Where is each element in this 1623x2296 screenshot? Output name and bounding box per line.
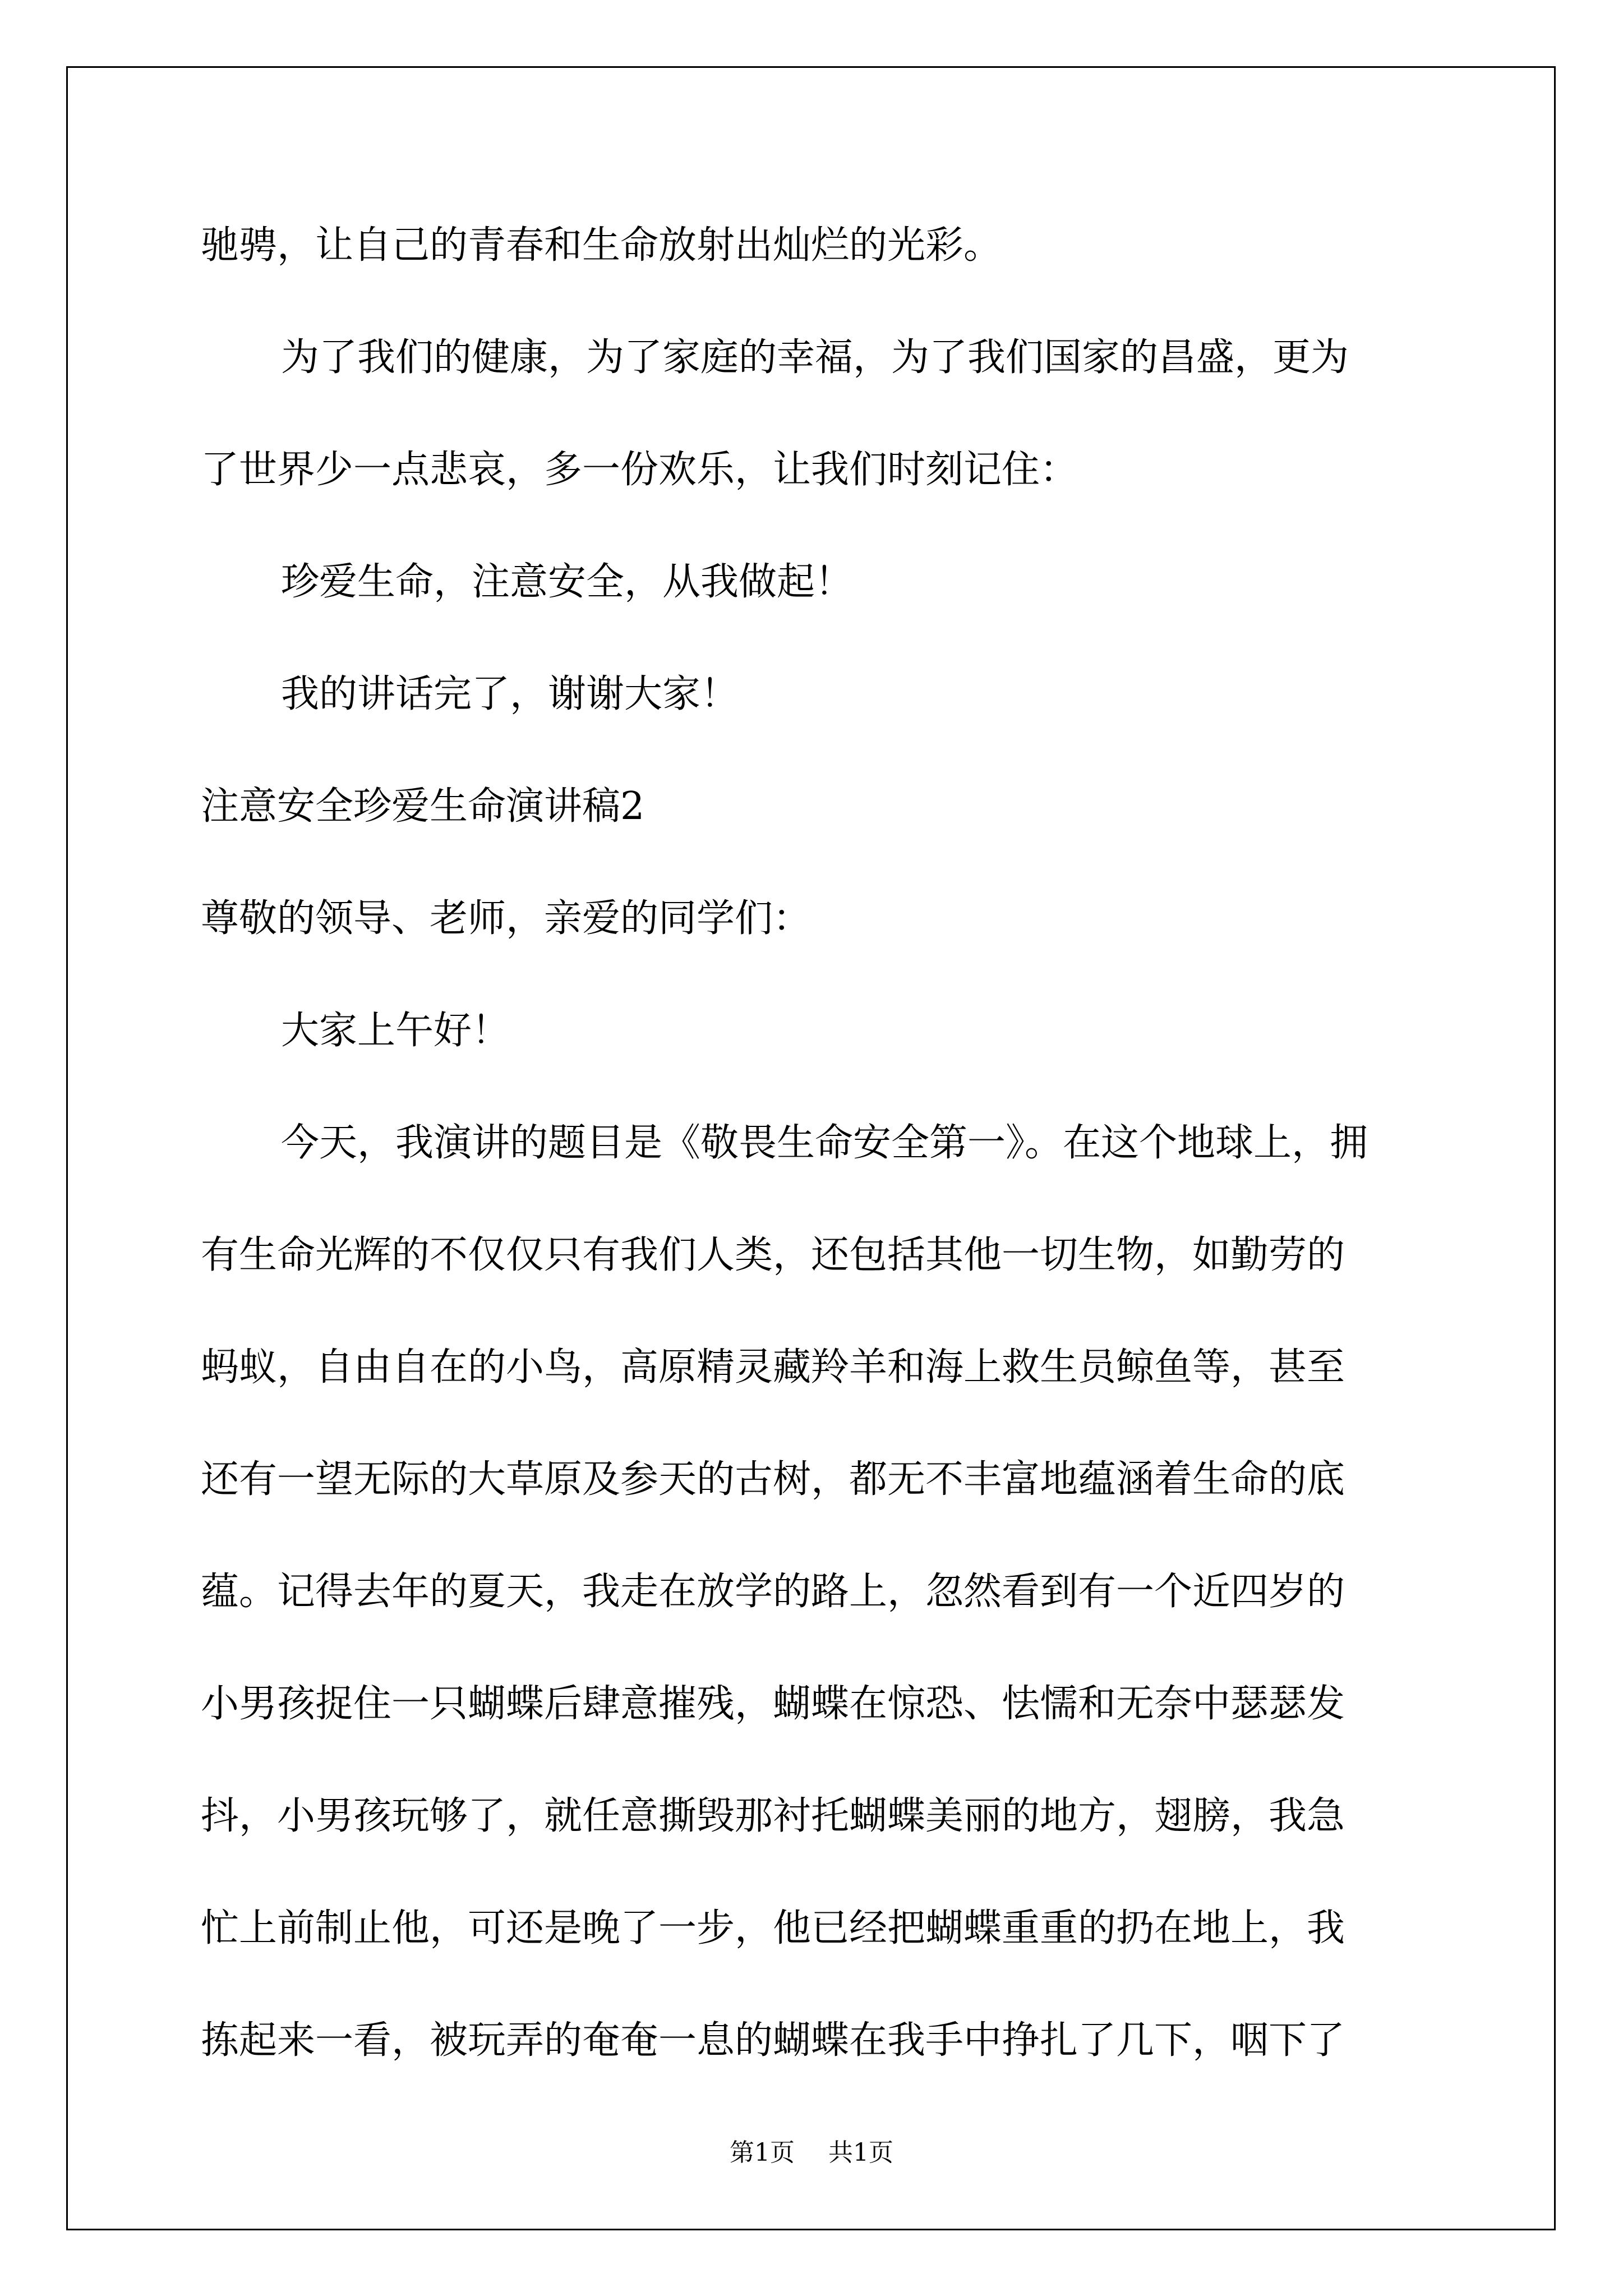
paragraph-line: 蚂蚁，自由自在的小鸟，高原精灵藏羚羊和海上救生员鲸鱼等，甚至	[201, 1345, 1345, 1389]
paragraph-line: 抖，小男孩玩够了，就任意撕毁那衬托蝴蝶美丽的地方，翅膀，我急	[201, 1794, 1345, 1838]
paragraph-line: 了世界少一点悲哀，多一份欢乐，让我们时刻记住：	[201, 448, 1078, 492]
paragraph-line: 拣起来一看，被玩弄的奄奄一息的蝴蝶在我手中挣扎了几下，咽下了	[201, 2018, 1345, 2063]
paragraph-line: 今天，我演讲的题目是《敬畏生命安全第一》。在这个地球上，拥	[281, 1121, 1368, 1165]
paragraph-line: 驰骋，让自己的青春和生命放射出灿烂的光彩。	[201, 223, 1002, 268]
paragraph-line: 忙上前制止他，可还是晚了一步，他已经把蝴蝶重重的扔在地上，我	[201, 1906, 1345, 1950]
page-number: 第1页	[730, 2138, 795, 2167]
paragraph-line: 珍爱生命，注意安全，从我做起！	[281, 560, 854, 604]
page-footer	[0, 2137, 1623, 2169]
paragraph-line: 小男孩捉住一只蝴蝶后肆意摧残，蝴蝶在惊恐、怯懦和无奈中瑟瑟发	[201, 1682, 1345, 1726]
greeting: 大家上午好！	[281, 1009, 510, 1053]
paragraph-line: 蕴。记得去年的夏天，我走在放学的路上，忽然看到有一个近四岁的	[201, 1570, 1345, 1614]
paragraph-line: 我的讲话完了，谢谢大家！	[281, 672, 739, 716]
paragraph-line: 为了我们的健康，为了家庭的幸福，为了我们国家的昌盛，更为	[281, 335, 1349, 380]
page-total: 共1页	[828, 2138, 893, 2167]
salutation: 尊敬的领导、老师，亲爱的同学们：	[201, 896, 811, 941]
section-heading: 注意安全珍爱生命演讲稿2	[201, 784, 645, 829]
paragraph-line: 有生命光辉的不仅仅只有我们人类，还包括其他一切生物，如勤劳的	[201, 1233, 1345, 1277]
paragraph-line: 还有一望无际的大草原及参天的古树，都无不丰富地蕴涵着生命的底	[201, 1457, 1345, 1502]
